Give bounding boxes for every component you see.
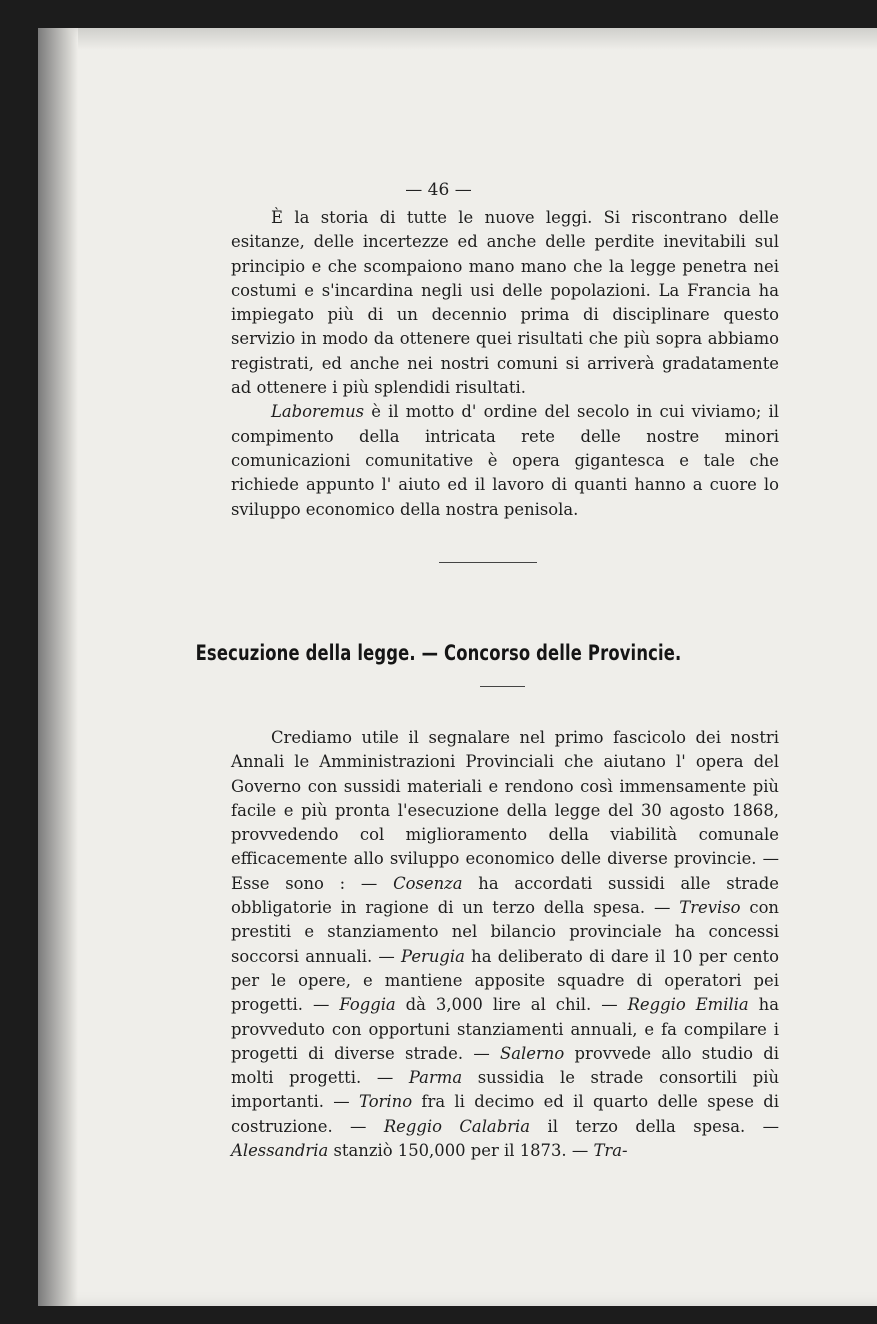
body-text (231, 726, 779, 1163)
intro-paragraph-2 (231, 400, 779, 521)
province-parma: Parma (408, 1068, 463, 1088)
province-alessandria: Alessandria (231, 1141, 329, 1161)
province-salerno: Salerno (500, 1043, 565, 1063)
body-text-run: ha provveduto con opportuni stanziamenti annuali, e fa compilare i progetti di diverse strade. — (231, 995, 780, 1063)
divider-rule (439, 562, 537, 563)
page-top-edge (78, 28, 877, 50)
intro-paragraph-1: È la storia di tutte le nuove leggi. Si riscontrano delle esitanze, delle incertezze ed anche delle perdite inevitabili sul principio e che scompaiono mano mano che la legge penetra nei costumi e s'incardina negli usi delle popolazioni. La Francia ha impiegato più di un decennio prima di disciplinare questo servizio in modo da ottenere quei risultati che più sopra abbiamo registrati, ed anche nei nostri comuni si arriverà gradatamente ad ottenere i più splendidi risultati. (231, 208, 779, 398)
province-foggia: Foggia (339, 995, 396, 1015)
body-text-run: il terzo della spesa. — (530, 1116, 780, 1136)
province-tra: Tra- (593, 1141, 628, 1161)
body-text-run: con prestiti e stanziamento nel bilancio provinciale ha concessi soccorsi annuali. — (231, 898, 779, 966)
body-text-run: Crediamo utile il segnalare nel primo fascicolo dei nostri Annali le Amministrazioni Provinciali che aiutano l' opera del Governo con sussidi materiali e rendono così immensamente più facile e più pronta l'esecuzione della legge del 30 agosto 1868, provvedendo col miglioramento della viabilità comunale efficacemente allo sviluppo economico delle diverse provincie. — Esse sono : — (231, 728, 779, 893)
body-paragraph (231, 726, 779, 1163)
section-title: Esecuzione della legge. — Concorso delle Provincie. (195, 641, 682, 665)
body-text-run: sussidia le strade consortili più importanti. — (231, 1068, 780, 1112)
page-number: — 46 — (405, 180, 472, 200)
province-cosenza: Cosenza (393, 873, 463, 893)
intro-laboremus: Laboremus (271, 402, 365, 422)
intro-paragraph-2-text: è il motto d' ordine del secolo in cui viviamo; il compimento della intricata rete delle nostre minori comunicazioni comunitative è opera gigantesca e tale che richiede appunto l' aiuto ed il lavoro di quanti hanno a cuore lo sviluppo economico della nostra penisola. (231, 402, 779, 519)
body-text-run: provvede allo studio di molti progetti. — (231, 1043, 779, 1088)
body-text-run: dà 3,000 lire al chil. — (395, 995, 628, 1015)
province-treviso: Treviso (679, 898, 741, 918)
body-text-run: ha deliberato di dare il 10 per cento per le opere, e mantiene apposite squadre di operatori pei progetti. — (231, 946, 779, 1015)
body-text-run: fra li decimo ed il quarto delle spese di costruzione. — (231, 1092, 780, 1136)
province-perugia: Perugia (401, 946, 465, 966)
body-text-run: stanziò 150,000 per il 1873. — (328, 1141, 594, 1161)
body-text-run: ha accordati sussidi alle strade obbligatorie in ragione di un terzo della spesa. — (231, 873, 780, 918)
province-torino: Torino (359, 1092, 413, 1112)
title-underline-rule (480, 686, 525, 687)
intro-text (231, 206, 779, 522)
province-reggio-emilia: Reggio Emilia (627, 995, 749, 1015)
province-reggio-calabria: Reggio Calabria (383, 1116, 531, 1136)
page-spine-shadow (38, 28, 78, 1306)
